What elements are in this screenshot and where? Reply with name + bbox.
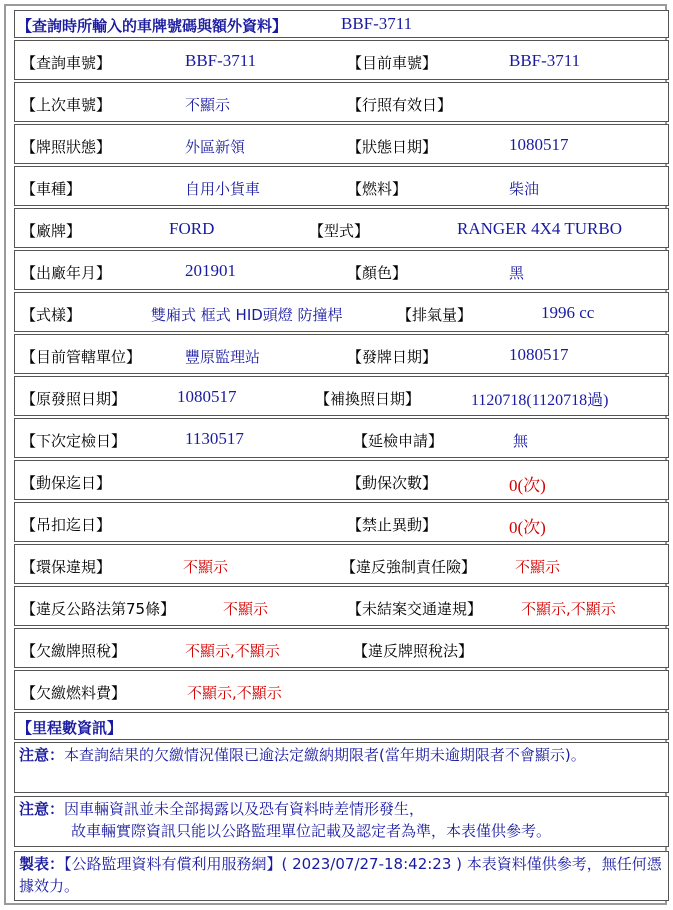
label-fuel: 【燃料】 <box>347 180 408 198</box>
label-vehicle-type: 【車種】 <box>21 180 82 198</box>
value-query-plate: BBF-3711 <box>185 51 257 70</box>
label-suspension-end: 【吊扣迄日】 <box>21 516 112 534</box>
label-unpaid-license-tax: 【欠繳牌照稅】 <box>21 642 127 660</box>
row-brand <box>14 208 669 248</box>
label-next-inspection: 【下次定檢日】 <box>21 432 127 450</box>
label-manufacture-date: 【出廠年月】 <box>21 264 112 282</box>
label-plate-status: 【牌照狀態】 <box>21 138 112 156</box>
label-model: 【型式】 <box>309 222 370 240</box>
label-color: 【顏色】 <box>347 264 408 282</box>
report-frame <box>4 4 667 905</box>
header-title: 【查詢時所輸入的車牌號碼與額外資料】 <box>17 17 288 35</box>
label-compulsory-insurance: 【違反強制責任險】 <box>341 558 477 576</box>
value-environmental-violation: 不顯示 <box>183 558 229 576</box>
value-jurisdiction: 豐原監理站 <box>185 348 261 366</box>
label-environmental-violation: 【環保違規】 <box>21 558 112 576</box>
label-displacement: 【排氣量】 <box>397 306 473 324</box>
value-extension-request: 無 <box>513 432 529 450</box>
value-manufacture-date: 201901 <box>185 261 236 280</box>
value-unpaid-fuel-fee: 不顯示,不顯示 <box>187 684 282 702</box>
label-chattel-mortgage-count: 【動保次數】 <box>347 474 438 492</box>
label-extension-request: 【延檢申請】 <box>353 432 444 450</box>
note-disclaimer-head: 注意： <box>19 800 65 818</box>
note-disclaimer-line1: 因車輛資訊並未全部揭露以及恐有資料時差情形發生， <box>64 800 425 818</box>
row-manufacture-date <box>14 250 669 290</box>
row-plate-status <box>14 124 669 164</box>
label-issue-date: 【發牌日期】 <box>347 348 438 366</box>
label-transfer-prohibited: 【禁止異動】 <box>347 516 438 534</box>
label-license-tax-law: 【違反牌照稅法】 <box>353 642 474 660</box>
value-vehicle-type: 自用小貨車 <box>185 180 261 198</box>
value-body-style: 雙廂式 框式 HID頭燈 防撞桿 <box>151 306 343 324</box>
value-model: RANGER 4X4 TURBO <box>457 219 622 238</box>
row-chattel-mortgage <box>14 460 669 500</box>
value-color: 黑 <box>509 264 525 282</box>
header-plate: BBF-3711 <box>341 14 413 33</box>
footer-head: 製表： <box>19 855 65 873</box>
label-reissue-date: 【補換照日期】 <box>315 390 421 408</box>
row-highway-law <box>14 586 669 626</box>
value-unpaid-license-tax: 不顯示,不顯示 <box>185 642 280 660</box>
row-next-inspection <box>14 418 669 458</box>
label-previous-plate: 【上次車號】 <box>21 96 112 114</box>
label-license-valid-date: 【行照有效日】 <box>347 96 453 114</box>
note-overdue <box>14 742 669 793</box>
note-overdue-head: 注意： <box>19 746 65 764</box>
label-jurisdiction: 【目前管轄單位】 <box>21 348 142 366</box>
value-original-issue-date: 1080517 <box>177 387 237 406</box>
mileage-row <box>14 712 669 740</box>
label-chattel-mortgage-end: 【動保迄日】 <box>21 474 112 492</box>
value-status-date: 1080517 <box>509 135 569 154</box>
value-compulsory-insurance: 不顯示 <box>515 558 561 576</box>
header-row <box>14 10 669 38</box>
row-fuel-fee <box>14 670 669 710</box>
note-overdue-text: 本查詢結果的欠繳情況僅限已逾法定繳納期限者(當年期未逾期限者不會顯示)。 <box>64 746 586 764</box>
value-transfer-prohibited: 0(次) <box>509 518 546 537</box>
row-query-plate <box>14 40 669 80</box>
value-next-inspection: 1130517 <box>185 429 244 448</box>
value-unsettled-traffic: 不顯示,不顯示 <box>521 600 616 618</box>
row-body-style <box>14 292 669 332</box>
row-original-issue-date <box>14 376 669 416</box>
note-disclaimer-line2: 故車輛實際資訊只能以公路監理單位記載及認定者為準，本表僅供參考。 <box>71 822 552 840</box>
note-disclaimer <box>14 796 669 847</box>
mileage-title: 【里程數資訊】 <box>17 719 123 737</box>
label-unpaid-fuel-fee: 【欠繳燃料費】 <box>21 684 127 702</box>
value-current-plate: BBF-3711 <box>509 51 581 70</box>
row-vehicle-type <box>14 166 669 206</box>
label-brand: 【廠牌】 <box>21 222 82 240</box>
label-unsettled-traffic: 【未結案交通違規】 <box>347 600 483 618</box>
label-body-style: 【式樣】 <box>21 306 82 324</box>
label-status-date: 【狀態日期】 <box>347 138 438 156</box>
footer-text: 【公路監理資料有償利用服務網】( 2023/07/27-18:42:23 ) 本表資料僅供參考，無任何憑據效力。 <box>19 855 662 895</box>
value-displacement: 1996 cc <box>541 303 595 322</box>
row-suspension <box>14 502 669 542</box>
row-environmental <box>14 544 669 584</box>
value-brand: FORD <box>169 219 215 238</box>
value-highway-law-75: 不顯示 <box>223 600 269 618</box>
label-query-plate: 【查詢車號】 <box>21 54 112 72</box>
value-reissue-date: 1120718(1120718過) <box>471 392 609 409</box>
label-original-issue-date: 【原發照日期】 <box>21 390 127 408</box>
footer-credit <box>14 851 669 901</box>
value-previous-plate: 不顯示 <box>185 96 231 114</box>
label-current-plate: 【目前車號】 <box>347 54 438 72</box>
value-chattel-mortgage-count: 0(次) <box>509 476 546 495</box>
label-highway-law-75: 【違反公路法第75條】 <box>21 600 176 618</box>
value-plate-status: 外區新領 <box>185 138 246 156</box>
row-previous-plate <box>14 82 669 122</box>
value-issue-date: 1080517 <box>509 345 569 364</box>
row-jurisdiction <box>14 334 669 374</box>
value-fuel: 柴油 <box>509 180 540 198</box>
row-license-tax <box>14 628 669 668</box>
